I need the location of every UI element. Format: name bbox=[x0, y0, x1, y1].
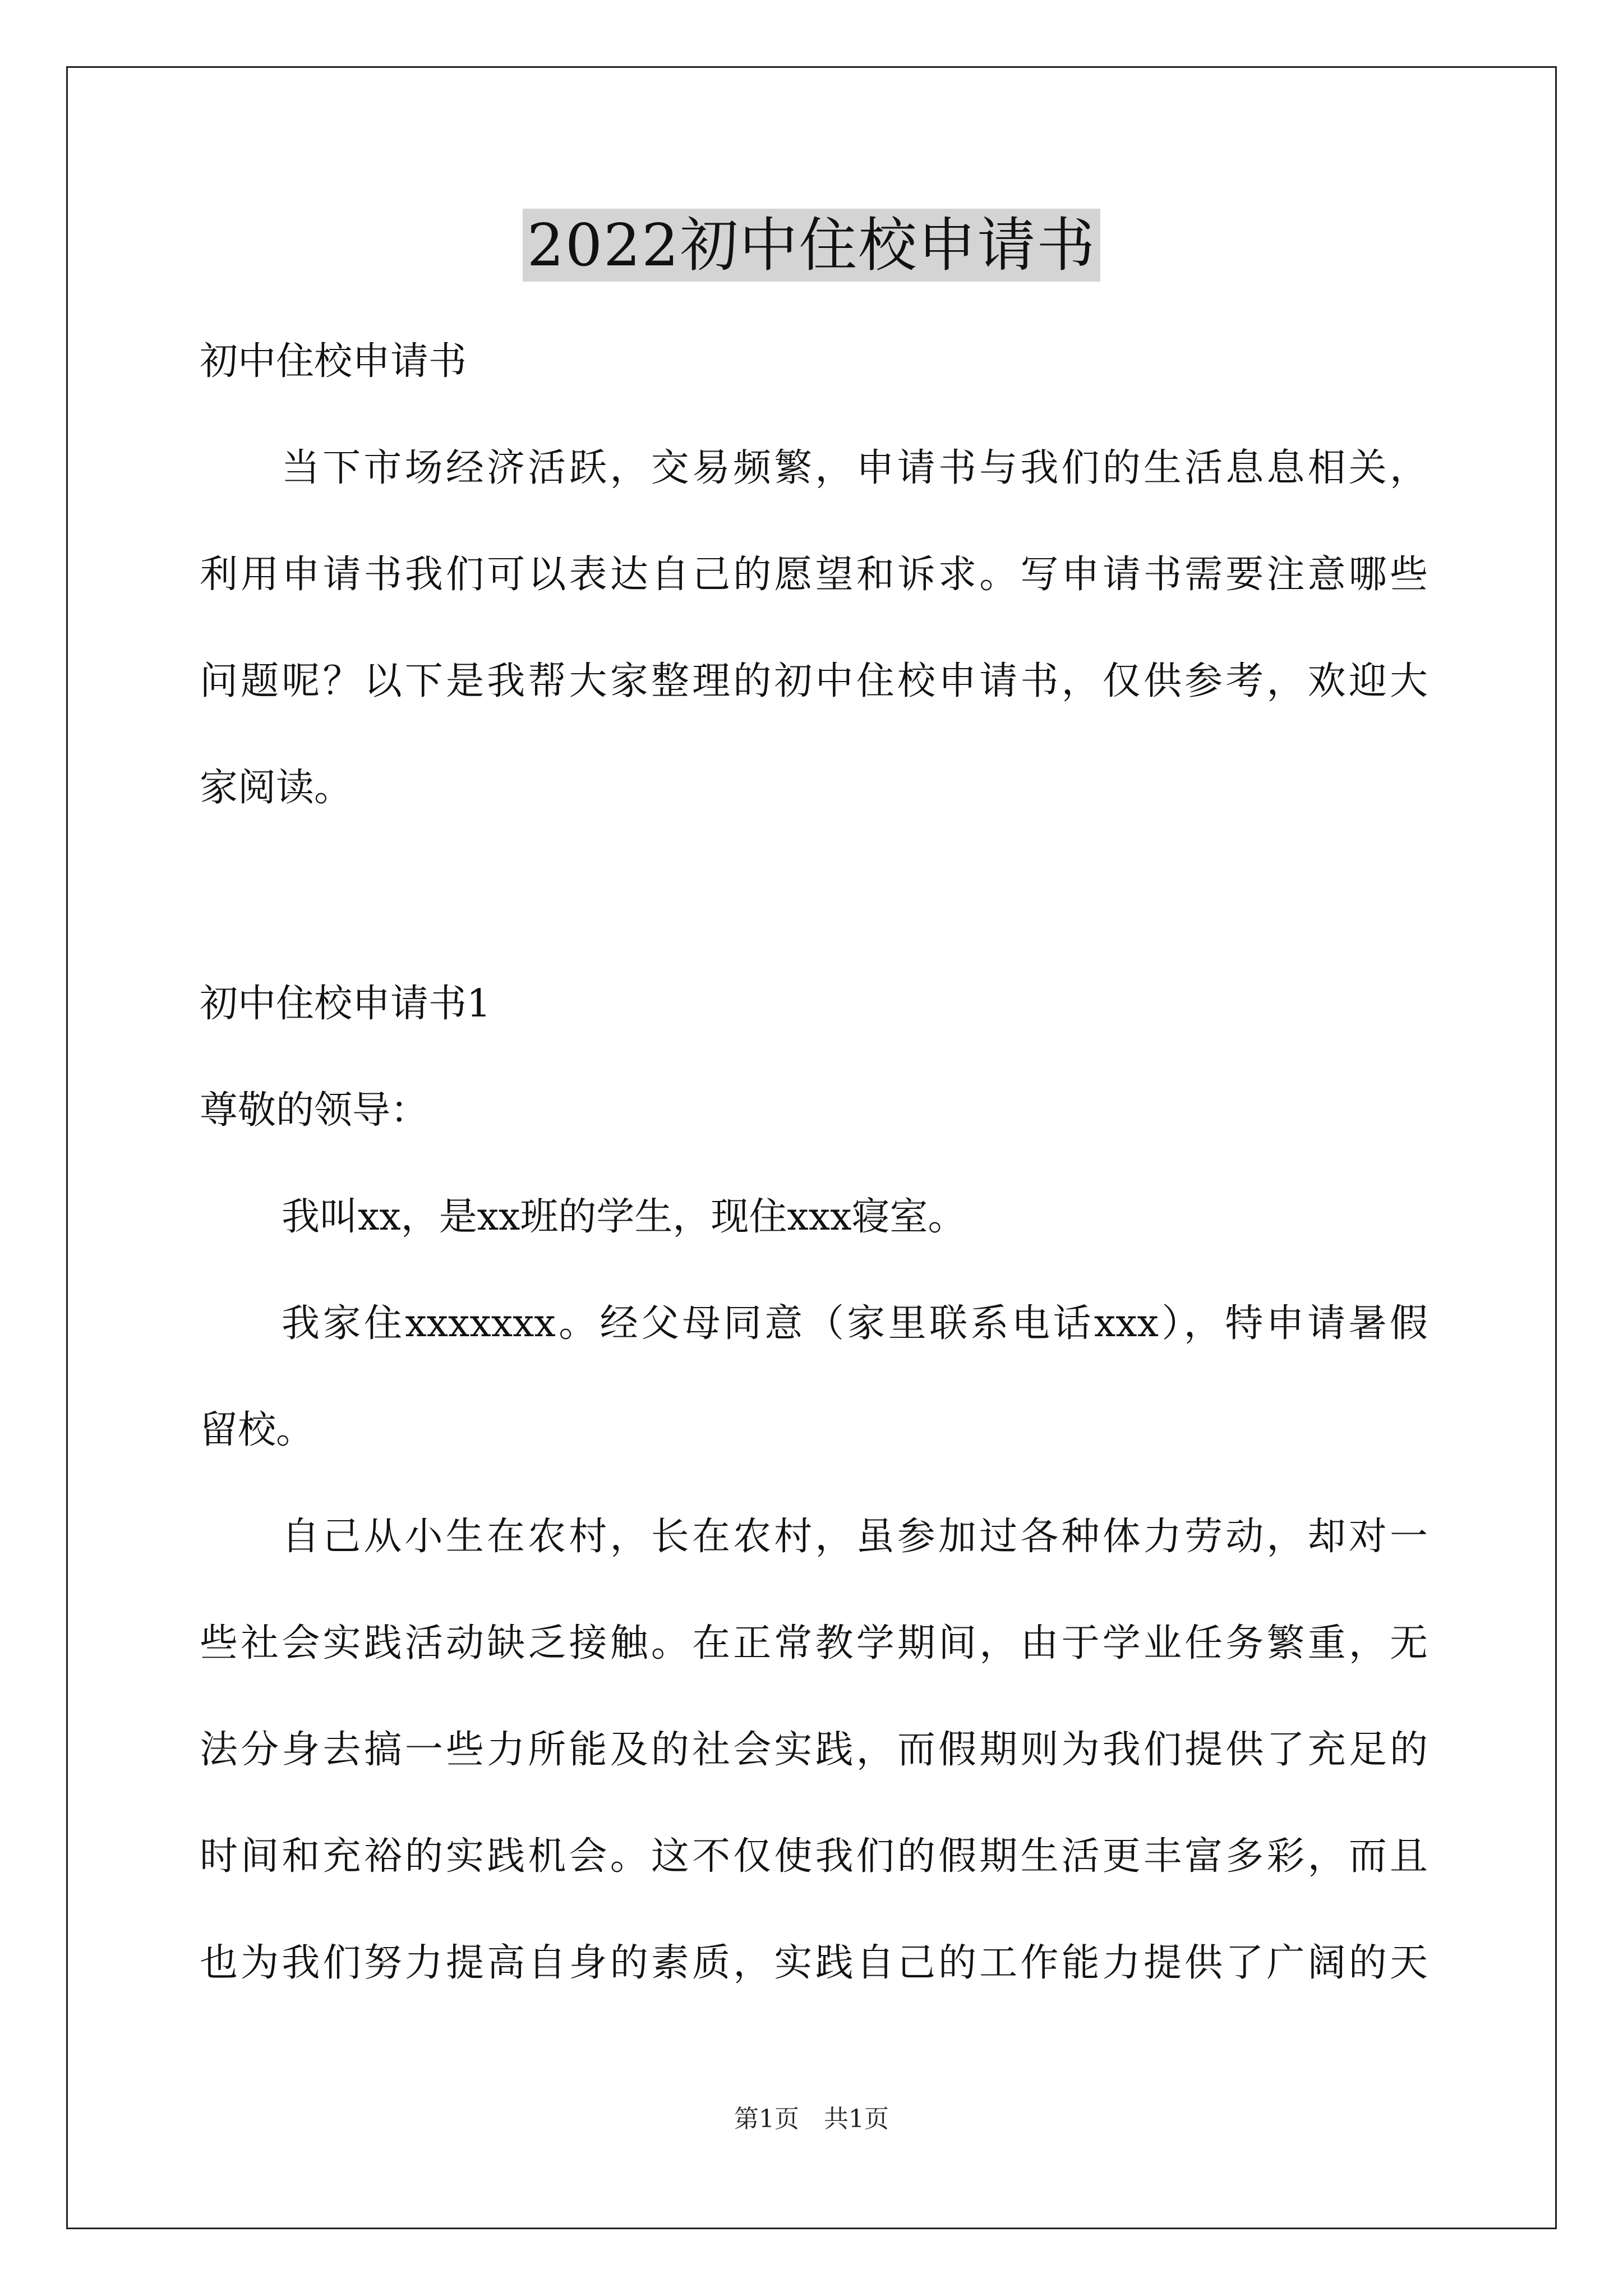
paragraph-line: 当下市场经济活跃，交易频繁，申请书与我们的生活息息相关， bbox=[282, 446, 1428, 490]
paragraph-line: 我叫xx，是xx班的学生，现住xxx寝室。 bbox=[282, 1195, 966, 1239]
salutation: 尊敬的领导： bbox=[200, 1088, 429, 1133]
section-heading: 初中住校申请书 bbox=[200, 339, 467, 384]
paragraph-line: 时间和充裕的实践机会。这不仅使我们的假期生活更丰富多彩，而且 bbox=[200, 1834, 1428, 1879]
paragraph-line: 留校。 bbox=[200, 1408, 315, 1452]
page-number: 第1页 bbox=[734, 2105, 799, 2133]
paragraph-line: 利用申请书我们可以表达自己的愿望和诉求。写申请书需要注意哪些 bbox=[200, 553, 1428, 597]
paragraph-line: 法分身去搞一些力所能及的社会实践，而假期则为我们提供了充足的 bbox=[200, 1728, 1428, 1772]
paragraph-line: 些社会实践活动缺乏接触。在正常教学期间，由于学业任务繁重，无 bbox=[200, 1621, 1428, 1665]
page-total: 共1页 bbox=[824, 2105, 889, 2133]
paragraph-line: 我家住xxxxxxx。经父母同意（家里联系电话xxx），特申请暑假 bbox=[282, 1301, 1428, 1346]
page-border bbox=[66, 66, 1557, 2229]
document-title bbox=[0, 209, 1623, 282]
paragraph-line: 自己从小生在农村，长在农村，虽参加过各种体力劳动，却对一 bbox=[282, 1515, 1428, 1559]
section-heading: 初中住校申请书1 bbox=[200, 982, 491, 1026]
paragraph-line: 家阅读。 bbox=[200, 766, 353, 810]
paragraph-line: 也为我们努力提高自身的素质，实践自己的工作能力提供了广阔的天 bbox=[200, 1941, 1428, 1985]
paragraph-line: 问题呢？以下是我帮大家整理的初中住校申请书，仅供参考，欢迎大 bbox=[200, 659, 1428, 703]
document-title-text: 2022初中住校申请书 bbox=[523, 209, 1101, 282]
page-footer bbox=[0, 2102, 1623, 2136]
